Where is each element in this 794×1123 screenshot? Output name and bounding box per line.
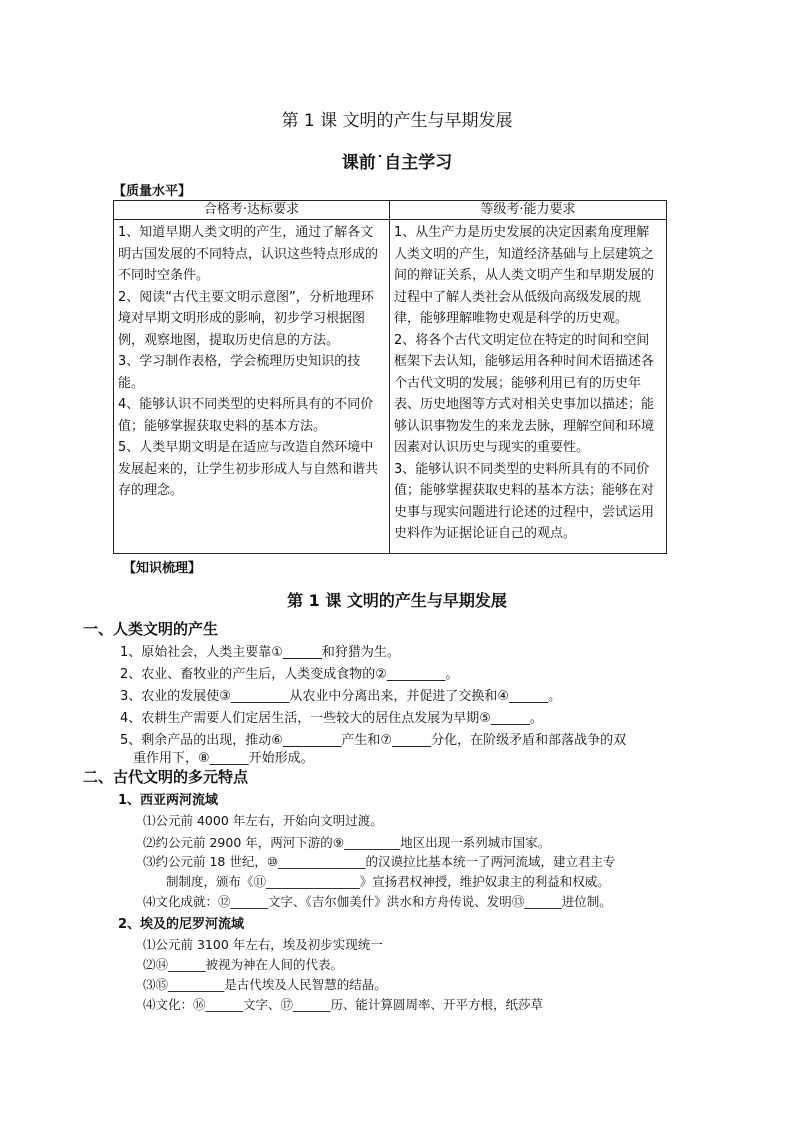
table-header-basic: 合格考·达标要求 <box>114 201 390 220</box>
requirements-table <box>113 200 667 554</box>
sub1-item: ⑷文化成就：⑫______文字、《吉尔伽美什》洪水和方舟传说、发明⑬______进位制。 <box>143 894 612 909</box>
sub1-item: ⑶约公元前 18 世纪，⑩______________的汉谟拉比基本统一了两河流域，建立君主专 <box>143 854 616 869</box>
sub1-item: ⑵约公元前 2900 年，两河下游的⑨_________地区出现一系列城市国家。 <box>143 835 551 850</box>
page-subtitle: 课前˙自主学习 <box>341 153 453 173</box>
basic-requirements-cell <box>114 220 390 554</box>
basic-requirement: 3、学习制作表格，学会梳理历史知识的技能。 <box>118 354 361 391</box>
advanced-requirements-cell <box>390 220 667 554</box>
advanced-requirement: 3、能够认识不同类型的史料所具有的不同价值；能够掌握获取史料的基本方法；能够在对史事与现实问题进行论述的过程中，尝试运用史料作为证据论证自己的观点。 <box>394 461 655 541</box>
sub2-item: ⑵⑭______被视为神在人间的代表。 <box>143 957 344 972</box>
part1-item: 5、剩余产品的出现，推动⑥_________产生和⑦______分化，在阶级矛盾和部落战争的双 <box>120 733 627 748</box>
advanced-requirement: 2、将各个古代文明定位在特定的时间和空间框架下去认知，能够运用各种时间术语描述各个古代文明的发展；能够利用已有的历史年表、历史地图等方式对相关史事加以描述；能够认识事物发生的来龙去脉，理解空间和环境因素对认识历史与现实的重要性。 <box>394 332 655 455</box>
basic-requirement: 1、知道早期人类文明的产生，通过了解各文明古国发展的不同特点，认识这些特点形成的不同时空条件。 <box>118 225 379 283</box>
quality-level-label: 【质量水平】 <box>113 184 192 199</box>
part1-item: 重作用下，⑧______开始形成。 <box>133 751 314 766</box>
sub2-item: ⑴公元前 3100 年左右，埃及初步实现统一 <box>143 937 383 952</box>
basic-requirement: 2、阅读“古代主要文明示意图”，分析地理环境对早期文明形成的影响，初步学习根据图例，观察地图，提取历史信息的方法。 <box>118 289 374 348</box>
basic-requirement: 5、人类早期文明是在适应与改造自然环境中发展起来的，让学生初步形成人与自然和谐共存的理念。 <box>118 440 379 498</box>
part2-sub1-heading: 1、西亚两河流域 <box>118 793 219 808</box>
knowledge-review-label: 【知识梳理】 <box>123 561 202 576</box>
sub1-item: 制制度，颁布《⑪_______________》宣扬君权神授，维护奴隶主的利益和权威。 <box>166 874 610 889</box>
part1-item: 2、农业、畜牧业的产生后，人类变成食物的②_________。 <box>120 667 459 682</box>
part2-sub2-heading: 2、埃及的尼罗河流域 <box>118 917 245 932</box>
part1-item: 1、原始社会，人类主要靠①______和狩猎为生。 <box>120 645 400 660</box>
sub2-item: ⑶⑮_________是古代埃及人民智慧的结晶。 <box>143 977 387 992</box>
sub1-item: ⑴公元前 4000 年左右，开始向文明过渡。 <box>143 813 383 828</box>
lesson-title: 第 1 课 文明的产生与早期发展 <box>287 591 507 610</box>
part1-heading: 一、人类文明的产生 <box>83 620 219 638</box>
basic-requirement: 4、能够认识不同类型的史料所具有的不同价值；能够掌握获取史料的基本方法。 <box>118 397 374 434</box>
part1-item: 3、农业的发展使③_________从农业中分离出来，并促进了交换和④______。 <box>120 689 562 704</box>
page-title: 第 1 课 文明的产生与早期发展 <box>281 111 513 131</box>
advanced-requirement: 1、从生产力是历史发展的决定因素角度理解人类文明的产生，知道经济基础与上层建筑之间的辩证关系，从人类文明产生和早期发展的过程中了解人类社会从低级向高级发展的规律，能够理解唯物史观是科学的历史观。 <box>394 225 655 326</box>
part2-heading: 二、古代文明的多元特点 <box>83 768 249 786</box>
sub2-item: ⑷文化：⑯______文字、⑰______历、能计算圆周率、开平方根，纸莎草 <box>143 997 544 1012</box>
table-header-advanced: 等级考·能力要求 <box>390 201 667 220</box>
part1-item: 4、农耕生产需要人们定居生活，一些较大的居住点发展为早期⑤______。 <box>120 711 543 726</box>
